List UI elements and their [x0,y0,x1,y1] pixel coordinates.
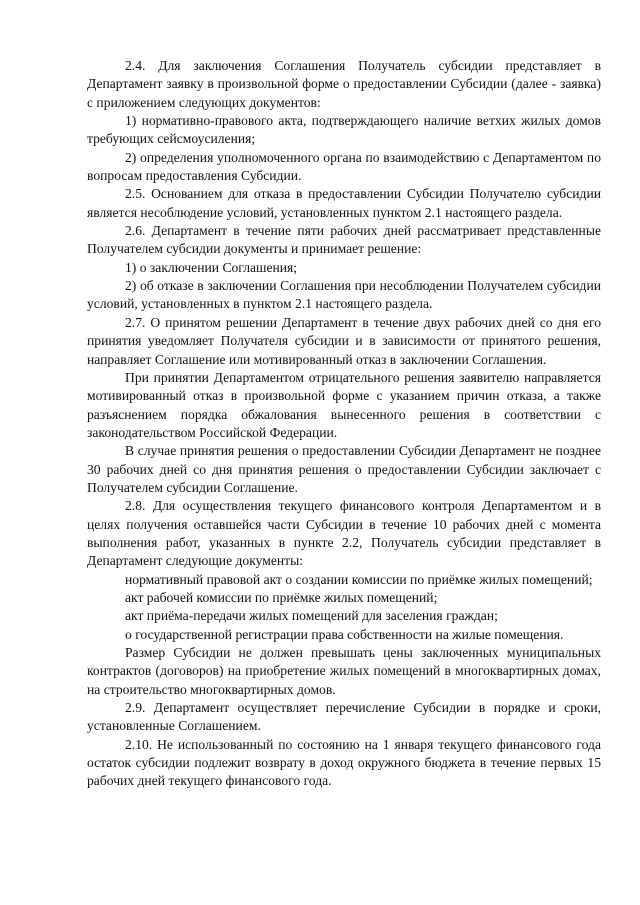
paragraph-2-7: 2.7. О принятом решении Департамент в течение двух рабочих дней со дня его принятия уведомляет Получателя субсидии и в зависимости от принятого решения, направляет Соглашение или мотивированный отказ в заключении Соглашения. [87,314,601,367]
paragraph-2-8-doc-4: о государственной регистрации права собственности на жилые помещения. [125,626,564,642]
paragraph-2-6: 2.6. Департамент в течение пяти рабочих дней рассматривает представленные Получателем субсидии документы и принимает решение: [87,223,601,257]
paragraph-2-4-item-1: 1) нормативно-правового акта, подтверждающего наличие ветхих жилых домов требующих сейсмоусиления; [87,113,601,147]
paragraph-2-8-doc-2: акт рабочей комиссии по приёмке жилых помещений; [125,589,438,605]
paragraph-2-6-item-2: 2) об отказе в заключении Соглашения при несоблюдении Получателем субсидии условий, установленных в пунктом 2.1 настоящего раздела. [87,278,601,312]
paragraph-2-4: 2.4. Для заключения Соглашения Получатель субсидии представляет в Департамент заявку в произвольной форме о предоставлении Субсидии (далее - заявка) с приложением следующих документов: [87,58,601,110]
paragraph-2-5: 2.5. Основанием для отказа в предоставлении Субсидии Получателю субсидии является несоблюдение условий, установленных пунктом 2.1 настоящего раздела. [87,186,601,220]
paragraph-2-8-doc-1: нормативный правовой акт о создании комиссии по приёмке жилых помещений; [125,571,593,587]
paragraph-2-8-doc-3: акт приёма-передачи жилых помещений для заселения граждан; [125,608,498,624]
paragraph-2-4-item-2: 2) определения уполномоченного органа по взаимодействию с Департаментом по вопросам предоставления Субсидии. [87,149,601,184]
paragraph-2-10: 2.10. Не использованный по состоянию на 1 января текущего финансового года остаток субсидии подлежит возврату в доход окружного бюджета в течение первых 15 рабочих дней текущего финансового года. [87,736,601,789]
document-page [87,57,601,791]
paragraph-2-8: 2.8. Для осуществления текущего финансового контроля Департаментом и в целях получения оставшейся части Субсидии в течение 10 рабочих дней с момента выполнения работ, указанных в пункте 2.2, Получатель субсидии представляет в Департамент следующие документы: [87,498,601,569]
paragraph-2-6-item-1: 1) о заключении Соглашения; [125,259,298,275]
paragraph-2-9: 2.9. Департамент осуществляет перечисление Субсидии в порядке и сроки, установленные Соглашением. [87,700,601,734]
paragraph-2-7-agreement: В случае принятия решения о предоставлении Субсидии Департамент не позднее 30 рабочих дней со дня принятия решения о предоставлении Субсидии заключает с Получателем субсидии Соглашение. [87,443,601,495]
paragraph-2-8-subsidy-limit: Размер Субсидии не должен превышать цены заключенных муниципальных контрактов (договоров) на приобретение жилых помещений в многоквартирных домах, на строительство многоквартирных домов. [87,645,601,697]
paragraph-2-7-refusal: При принятии Департаментом отрицательного решения заявителю направляется мотивированный отказ в произвольной форме с указанием причин отказа, а также разъяснением порядка обжалования вынесенного решения в соответствии с законодательством Российской Федерации. [87,369,601,440]
